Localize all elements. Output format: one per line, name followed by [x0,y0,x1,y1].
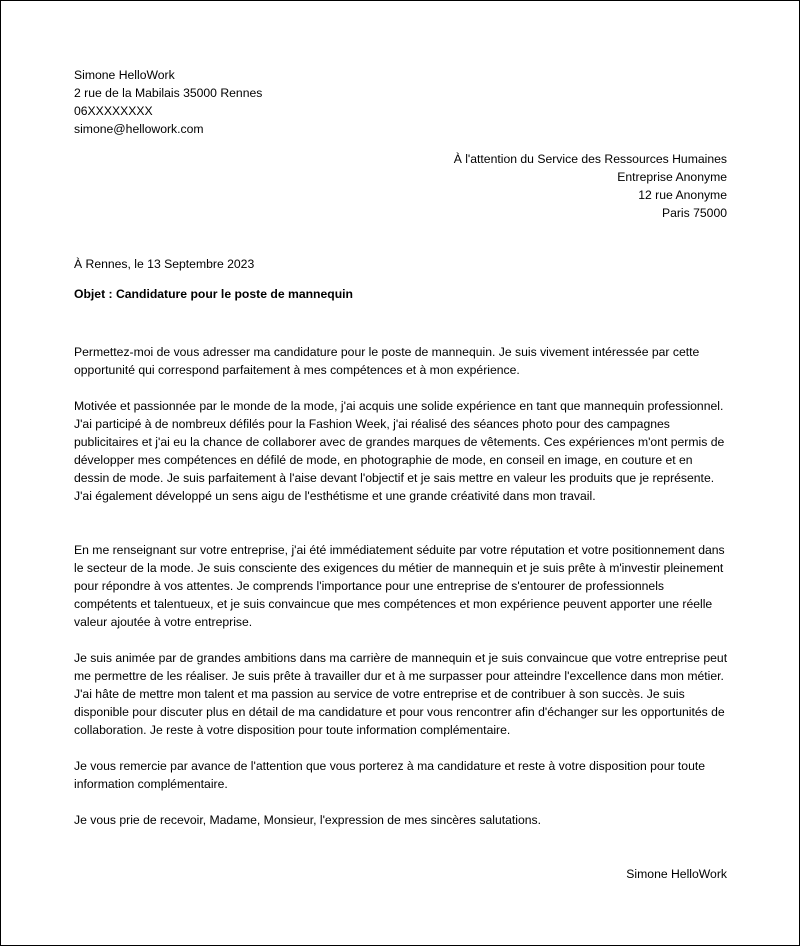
recipient-city: Paris 75000 [661,206,727,220]
signature: Simone HelloWork [626,867,727,881]
body-paragraph-2: Motivée et passionnée par le monde de la mode, j'ai acquis une solide expérience en tant que mannequin professionnel. J'ai participé à de nombreux défilés pour la Fashion Week, j'ai réalisé des séances photo pour des campagnes publicitaires et j'ai eu la chance de collaborer avec de grandes marques de vêtements. Ces expériences m'ont permis de développer mes compétences en défilé de mode, en photographie de mode, en conseil en image, en couture et en dessin de mode. Je suis parfaitement à l'aise devant l'objectif et je sais mettre en valeur les produits que je représente. J'ai également développé un sens aigu de l'esthétisme et une grande créativité dans mon travail. [74,399,725,503]
sender-name: Simone HelloWork [74,68,175,82]
sender-phone: 06XXXXXXXX [74,104,153,118]
sender-block [74,66,474,138]
letter-subject: Objet : Candidature pour le poste de mannequin [74,287,353,301]
recipient-street: 12 rue Anonyme [638,188,727,202]
recipient-attention: À l'attention du Service des Ressources Humaines [453,152,727,166]
body-paragraph-4: Je suis animée par de grandes ambitions dans ma carrière de mannequin et je suis convaincue que votre entreprise peut me permettre de les réaliser. Je suis prête à travailler dur et à me surpasser pour atteindre l'excellence dans mon métier. J'ai hâte de mettre mon talent et ma passion au service de votre entreprise et de contribuer à son succès. Je suis disponible pour discuter plus en détail de ma candidature et pour vous rencontrer afin d'échanger sur les opportunités de collaboration. Je reste à votre disposition pour toute information complémentaire. [74,651,728,737]
closing-paragraph: Je vous prie de recevoir, Madame, Monsieur, l'expression de mes sincères salutations. [74,813,542,827]
recipient-block [307,150,727,222]
body-paragraph-1: Permettez-moi de vous adresser ma candidature pour le poste de mannequin. Je suis vivement intéressée par cette opportunité qui correspond parfaitement à mes compétences et à mon expérience. [74,345,700,377]
recipient-company: Entreprise Anonyme [617,170,727,184]
sender-address: 2 rue de la Mabilais 35000 Rennes [74,86,263,100]
body-paragraph-5: Je vous remercie par avance de l'attention que vous porterez à ma candidature et reste à votre disposition pour toute information complémentaire. [74,759,706,791]
letter-date: À Rennes, le 13 Septembre 2023 [74,257,255,271]
sender-email: simone@hellowork.com [74,122,204,136]
body-paragraph-3: En me renseignant sur votre entreprise, j'ai été immédiatement séduite par votre réputation et votre positionnement dans le secteur de la mode. Je suis consciente des exigences du métier de mannequin et je suis prête à m'investir pleinement pour répondre à vos attentes. Je comprends l'importance pour une entreprise de s'entourer de professionnels compétents et talentueux, et je suis convaincue que mes compétences et mon expérience peuvent apporter une réelle valeur ajoutée à votre entreprise. [74,543,725,629]
